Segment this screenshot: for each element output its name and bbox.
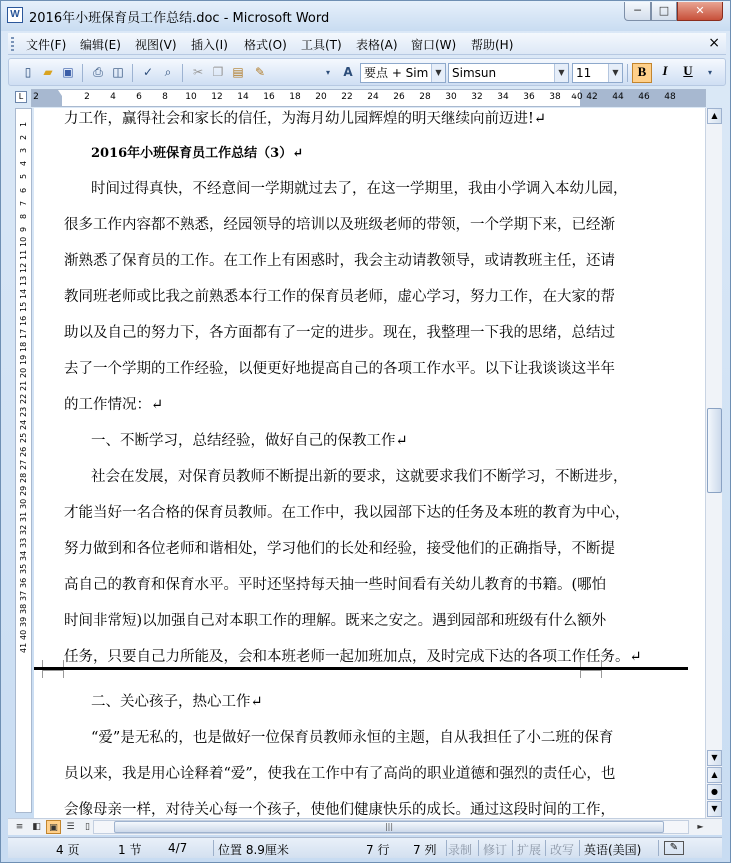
status-divider	[446, 840, 447, 856]
tab-selector-button[interactable]: L	[15, 91, 27, 103]
ruler-tick: 48	[664, 92, 676, 102]
vertical-ruler-tick: 34	[19, 551, 28, 562]
print-icon[interactable]: ⎙	[93, 65, 103, 79]
status-position: 位置 8.9厘米	[218, 843, 289, 857]
vertical-ruler-tick: 2	[19, 134, 28, 140]
scroll-right-icon[interactable]: ►	[697, 822, 704, 831]
scroll-up-icon[interactable]: ▲	[707, 108, 722, 124]
status-divider	[478, 840, 479, 856]
style-combo[interactable]	[360, 63, 446, 83]
vertical-ruler-tick: 14	[19, 289, 28, 300]
ruler-tick: 28	[419, 92, 431, 102]
vertical-ruler-tick: 25	[19, 433, 28, 444]
vertical-ruler-tick: 26	[19, 446, 28, 457]
ruler-tick: 6	[136, 92, 142, 102]
vertical-ruler-tick: 12	[19, 263, 28, 274]
status-column: 7 列	[413, 843, 437, 857]
ruler-tick: 2	[84, 92, 90, 102]
vertical-ruler-tick: 19	[19, 354, 28, 365]
document-subheading: 二、关心孩子，热心工作↵	[91, 694, 263, 710]
toolbar-options-icon[interactable]: ▾	[707, 68, 712, 77]
ruler-tick: 42	[586, 92, 598, 102]
vertical-ruler-tick: 7	[19, 200, 28, 206]
vertical-ruler-tick: 32	[19, 525, 28, 536]
document-line: 时间非常短)以加强自己对本职工作的理解。既来之安之。遇到园部和班级有什么额外	[64, 613, 607, 629]
vertical-ruler-tick: 41	[19, 642, 28, 654]
menu-insert[interactable]: 插入(I)	[191, 38, 228, 52]
vertical-ruler-tick: 9	[19, 226, 28, 232]
select-browse-object-icon[interactable]: ●	[707, 784, 722, 800]
word-app-icon[interactable]: W	[7, 7, 23, 23]
toolbar-separator	[82, 64, 83, 82]
ruler-tick: 4	[110, 92, 116, 102]
menu-file[interactable]: 文件(F)	[26, 38, 67, 52]
vertical-ruler-tick: 35	[19, 564, 28, 575]
menu-edit[interactable]: 编辑(E)	[80, 38, 121, 52]
vertical-ruler-tick: 3	[19, 147, 28, 153]
vertical-ruler-tick: 22	[19, 394, 28, 405]
print-preview-icon[interactable]: ◫	[112, 65, 124, 79]
ruler-tick: 46	[638, 92, 650, 102]
menubar-grip-icon[interactable]	[11, 37, 14, 51]
horizontal-ruler[interactable]	[31, 89, 706, 107]
toolbar-options-icon[interactable]: ▾	[325, 68, 330, 77]
chevron-down-icon[interactable]: ▼	[608, 64, 622, 82]
copy-icon[interactable]: ❐	[212, 65, 224, 79]
document-line: 教同班老师或比我之前熟悉本行工作的保育员老师，虚心学习，努力工作，在大家的帮	[64, 289, 615, 305]
vertical-ruler-tick: 23	[19, 407, 28, 418]
vertical-ruler-tick: 5	[19, 173, 28, 179]
close-document-icon[interactable]: ×	[708, 35, 720, 51]
vertical-ruler-tick: 28	[19, 472, 28, 483]
page-corner-mark	[580, 670, 602, 678]
ruler-tick: 2	[33, 92, 39, 102]
vertical-ruler-tick: 1	[19, 121, 28, 127]
vertical-scrollbar[interactable]	[705, 108, 722, 818]
minimize-button[interactable]: ─	[624, 2, 651, 21]
maximize-button[interactable]: □	[651, 2, 677, 21]
first-line-indent-marker[interactable]	[58, 90, 66, 96]
research-icon[interactable]: ⌕	[164, 65, 172, 79]
page-corner-mark	[42, 670, 64, 678]
document-line: 努力做到和各位老师和谐相处，学习他们的长处和经验，接受他们的正确指导，不断提	[64, 541, 615, 557]
document-line: 会像母亲一样，对待关心每一个孩子，使他们健康快乐的成长。通过这段时间的工作，	[64, 802, 615, 818]
format-painter-icon[interactable]: ✎	[254, 65, 266, 79]
view-and-hscroll-bar	[8, 818, 722, 835]
document-heading: 2016年小班保育员工作总结（3）↵	[91, 146, 304, 161]
vertical-ruler-tick: 39	[19, 616, 28, 627]
cut-icon[interactable]: ✂	[192, 65, 204, 79]
save-icon[interactable]: ▣	[62, 65, 74, 79]
status-divider	[658, 840, 659, 856]
document-line: 才能当好一名合格的保育员教师。在工作中，我以园部下达的任务及本班的教育为中心，	[64, 505, 630, 521]
print-layout-icon[interactable]: ▣	[46, 820, 61, 834]
normal-view-icon[interactable]: ≡	[15, 822, 24, 832]
vertical-ruler-tick: 15	[19, 302, 28, 313]
status-trk[interactable]: 修订	[483, 843, 508, 857]
font-combo[interactable]	[448, 63, 569, 83]
menu-table[interactable]: 表格(A)	[356, 38, 398, 52]
open-icon[interactable]: ▰	[43, 65, 53, 79]
document-line: 社会在发展，对保育员教师不断提出新的要求，这就要求我们不断学习，不断进步，	[91, 469, 628, 485]
vertical-ruler-tick: 20	[19, 367, 28, 378]
vertical-ruler-tick: 40	[19, 629, 28, 640]
status-rec[interactable]: 录制	[448, 843, 473, 857]
right-indent-marker[interactable]	[572, 90, 580, 96]
vertical-ruler-tick: 10	[19, 236, 28, 247]
ruler-tick: 30	[445, 92, 457, 102]
ruler-tick: 26	[393, 92, 405, 102]
previous-page-icon[interactable]: ▲	[707, 767, 722, 783]
status-bar	[8, 837, 722, 858]
ruler-tick: 14	[237, 92, 249, 102]
status-ovr[interactable]: 改写	[550, 843, 575, 857]
status-divider	[213, 840, 214, 856]
toolbar-separator	[132, 64, 133, 82]
status-divider	[545, 840, 546, 856]
status-language[interactable]: 英语(美国)	[584, 843, 642, 857]
document-page[interactable]	[34, 108, 705, 818]
vertical-ruler-tick: 30	[19, 498, 28, 509]
style-value: 要点 + Sim	[364, 66, 429, 80]
status-section: 1 节	[118, 843, 142, 857]
close-button[interactable]: ✕	[677, 2, 723, 21]
horizontal-scroll-thumb[interactable]: |||	[114, 821, 664, 833]
ruler-tick: 12	[211, 92, 223, 102]
vertical-ruler-tick: 18	[19, 341, 28, 352]
ruler-tick: 36	[523, 92, 535, 102]
document-line: 时间过得真快，不经意间一学期就过去了，在这一学期里，我由小学调入本幼儿园，	[91, 181, 628, 197]
menu-format[interactable]: 格式(O)	[244, 38, 287, 52]
reading-layout-icon[interactable]: ▯	[85, 822, 90, 832]
ruler-tick: 10	[185, 92, 197, 102]
status-divider	[579, 840, 580, 856]
vertical-ruler-tick: 16	[19, 315, 28, 326]
vertical-ruler-tick: 27	[19, 459, 28, 470]
vertical-ruler-tick: 24	[19, 420, 28, 431]
italic-button[interactable]: I	[662, 63, 668, 78]
vertical-ruler-tick: 11	[19, 249, 28, 261]
vertical-ruler[interactable]	[15, 108, 32, 813]
ruler-tick: 40	[571, 92, 583, 102]
vertical-ruler-tick: 6	[19, 186, 28, 193]
chevron-down-icon[interactable]: ▼	[554, 64, 568, 82]
menu-window[interactable]: 窗口(W)	[411, 38, 457, 52]
styles-pane-icon[interactable]: A	[343, 65, 353, 79]
document-line: 的工作情况：↵	[64, 397, 164, 413]
toolbar-separator	[627, 64, 628, 82]
font-size-combo[interactable]	[572, 63, 623, 83]
scroll-down-icon[interactable]: ▼	[707, 750, 722, 766]
ruler-tick: 8	[162, 92, 168, 102]
document-subheading: 一、不断学习，总结经验，做好自己的保教工作↵	[91, 433, 408, 449]
document-line: 高自己的教育和保育水平。平时还坚持每天抽一些时间看有关幼儿教育的书籍。(哪怕	[64, 577, 607, 593]
bold-button[interactable]: B	[632, 63, 652, 83]
document-line: 去了一个学期的工作经验，以便更好地提高自己的各项工作水平。以下让我谈谈这半年	[64, 361, 615, 377]
next-page-icon[interactable]: ▼	[707, 801, 722, 817]
menu-help[interactable]: 帮助(H)	[471, 38, 514, 52]
title-bar[interactable]	[1, 1, 730, 31]
ruler-tick: 20	[315, 92, 327, 102]
vertical-ruler-tick: 13	[19, 276, 28, 287]
document-line: 助以及自己的努力下，各方面都有了一定的进步。现在，我整理一下我的思绪，总结过	[64, 325, 615, 341]
document-line: “爱”是无私的，也是做好一位保育员教师永恒的主题，自从我担任了小二班的保育	[91, 730, 614, 746]
vertical-ruler-tick: 36	[19, 577, 28, 588]
vertical-ruler-tick: 17	[19, 328, 28, 339]
vertical-scroll-thumb[interactable]	[707, 408, 722, 493]
horizontal-scrollbar[interactable]	[93, 820, 689, 834]
ruler-tick: 24	[367, 92, 379, 102]
ruler-tick: 44	[612, 92, 624, 102]
vertical-ruler-tick: 21	[19, 380, 28, 392]
ruler-tick: 18	[289, 92, 301, 102]
document-line: 力工作，赢得社会和家长的信任，为海月幼儿园辉煌的明天继续向前迈进!↵	[64, 111, 546, 127]
font-value: Simsun	[452, 66, 497, 80]
toolbar	[8, 58, 726, 86]
ruler-tick: 38	[549, 92, 561, 102]
paste-icon[interactable]: ▤	[232, 65, 244, 79]
menu-bar	[8, 33, 726, 55]
document-line: 员以来，我是用心诠释着“爱”，使我在工作中有了高尚的职业道德和强烈的责任心，也	[64, 766, 616, 782]
new-icon[interactable]: ▯	[24, 65, 32, 79]
document-line: 渐熟悉了保育员的工作。在工作上有困惑时，我会主动请教领导，或请教班主任，还请	[64, 253, 615, 269]
vertical-ruler-tick: 38	[19, 603, 28, 614]
status-divider	[512, 840, 513, 856]
ruler-tick: 16	[263, 92, 275, 102]
underline-button[interactable]: U	[683, 63, 693, 78]
vertical-ruler-tick: 29	[19, 485, 28, 496]
vertical-ruler-tick: 8	[19, 213, 28, 219]
spelling-icon[interactable]: ✓	[142, 65, 154, 79]
outline-view-icon[interactable]: ☰	[66, 822, 75, 832]
vertical-ruler-tick: 31	[19, 511, 28, 523]
status-ext[interactable]: 扩展	[517, 843, 542, 857]
menu-view[interactable]: 视图(V)	[135, 38, 177, 52]
vertical-ruler-tick: 4	[19, 160, 28, 166]
toolbar-separator	[182, 64, 183, 82]
status-page: 4 页	[56, 843, 80, 857]
vertical-ruler-tick: 33	[19, 538, 28, 549]
menu-tools[interactable]: 工具(T)	[301, 38, 342, 52]
web-layout-icon[interactable]: ◧	[32, 822, 41, 832]
document-line: 任务，只要自己力所能及，会和本班老师一起加班加点，及时完成下达的各项工作任务。↵	[64, 649, 642, 665]
window-title: 2016年小班保育员工作总结.doc - Microsoft Word	[29, 11, 330, 26]
vertical-ruler-tick: 37	[19, 590, 28, 601]
ruler-tick: 22	[341, 92, 353, 102]
document-line: 很多工作内容都不熟悉，经园领导的培训以及班级老师的带领，一个学期下来，已经渐	[64, 217, 615, 233]
spelling-status-icon[interactable]: ✎	[664, 841, 684, 855]
chevron-down-icon[interactable]: ▼	[431, 64, 445, 82]
ruler-tick: 32	[471, 92, 483, 102]
ruler-tick: 34	[497, 92, 509, 102]
status-page-of: 4/7	[168, 841, 188, 855]
status-line: 7 行	[366, 843, 390, 857]
font-size-value: 11	[576, 66, 592, 80]
